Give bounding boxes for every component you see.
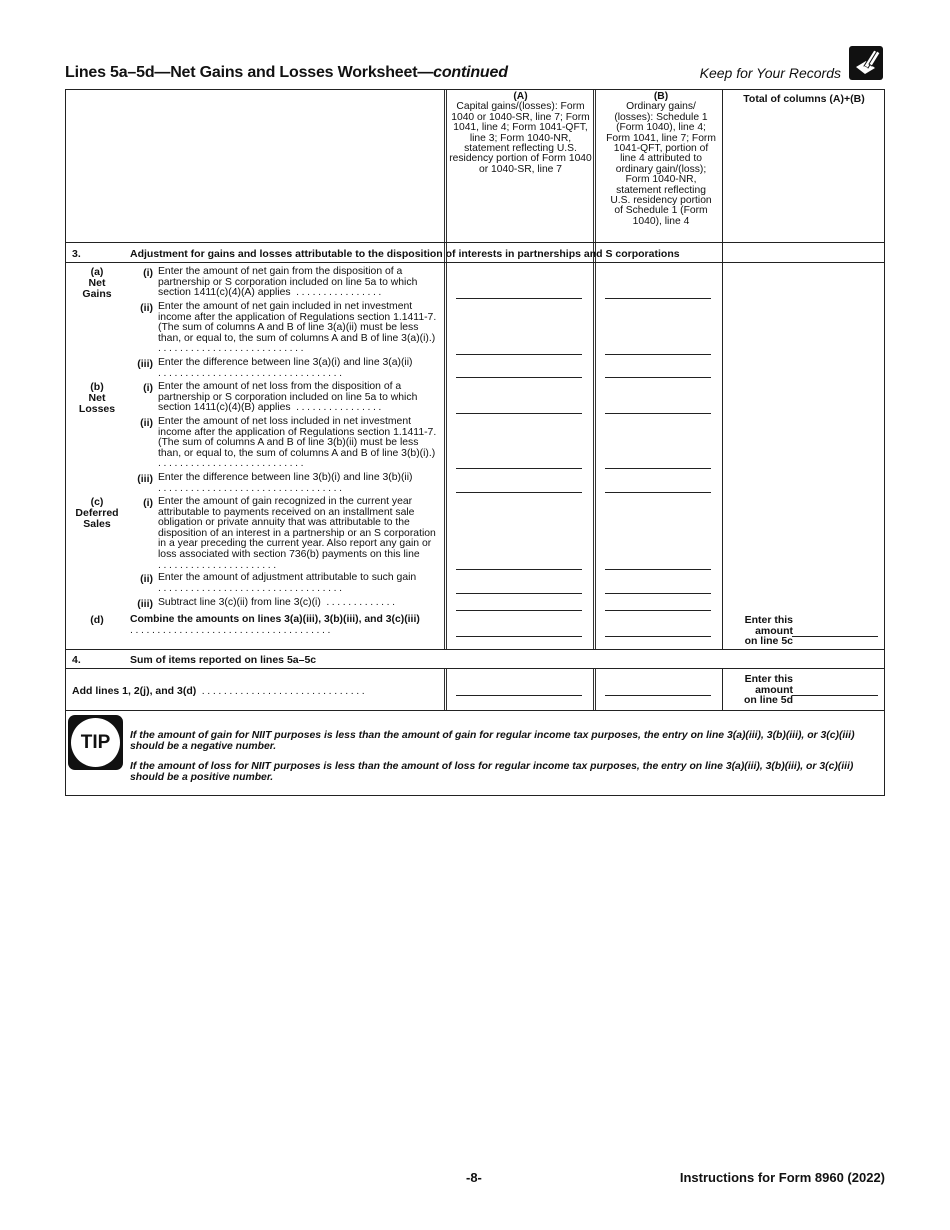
line4-entry-a[interactable] (456, 695, 582, 696)
deferred-sales-label: (c) Deferred Sales (75, 496, 119, 530)
footer-form-title: Instructions for Form 8960 (2022) (679, 1170, 885, 1185)
keep-for-records-note: Keep for Your Records (699, 65, 841, 81)
net-losses-label: (b) Net Losses (78, 381, 116, 415)
line3a-i-number: (i) (143, 267, 153, 279)
line3b-ii-number: (ii) (140, 417, 153, 429)
line3a-i-text: Enter the amount of net gain from the disposition of a partnership or S corporation included on line 5a to which section 1411(c)(4)(A) applies ................ (158, 266, 418, 299)
total-column-left-border (722, 90, 723, 650)
tip-icon (68, 715, 123, 770)
total-border-line4 (722, 668, 723, 710)
net-gains-label: (a) Net Gains (82, 266, 112, 300)
line3b-i-entry-b[interactable] (605, 413, 711, 414)
line3c-i-number: (i) (143, 497, 153, 509)
line3b-iii-entry-b[interactable] (605, 492, 711, 493)
line3c-ii-text: Enter the amount of adjustment attributable to such gain .................................. (158, 572, 417, 594)
section3-rule (66, 262, 884, 263)
line3c-iii-number: (iii) (137, 598, 153, 610)
line3a-ii-entry-b[interactable] (605, 354, 711, 355)
line4-entry-b[interactable] (605, 695, 711, 696)
line3c-i-entry-b[interactable] (605, 569, 711, 570)
line3b-i-number: (i) (143, 382, 153, 394)
line3b-iii-number: (iii) (137, 473, 153, 485)
line3d-label: (d) (90, 614, 104, 626)
line3a-i-entry-b[interactable] (605, 298, 711, 299)
page-number: -8- (466, 1170, 482, 1185)
worksheet-table (65, 89, 885, 796)
total-column-header: Total of columns (A)+(B) (743, 93, 865, 105)
line3a-i-entry-a[interactable] (456, 298, 582, 299)
column-b-header: (B) Ordinary gains/ (losses): Schedule 1 (Form 1040), line 4; Form 1041, line 7; Form 1041-QFT, portion of line 4 attributed to ordinary gain/(loss); Form 1040-NR, statement reflecting U.S. residency portion of Schedule 1 (Form 1040), line 4 (606, 91, 716, 227)
column-b-border-line4 (593, 668, 596, 710)
worksheet-title: Lines 5a–5d—Net Gains and Losses Worksheet—continued (65, 64, 508, 81)
line3c-iii-entry-b[interactable] (605, 610, 711, 611)
line3d-entry-a[interactable] (456, 636, 582, 637)
line3d-enter-note: Enter this amount on line 5c (744, 614, 793, 647)
tip-paragraph-gain: If the amount of gain for NIIT purposes is less than the amount of gain for regular income tax purposes, the entry on line 3(a)(iii), 3(b)(iii), or 3(c)(iii) should be a negative number. (130, 730, 855, 752)
line3b-i-entry-a[interactable] (456, 413, 582, 414)
line3-title: Adjustment for gains and losses attributable to the disposition of interests in partnerships and S corporations (130, 248, 680, 260)
line3d-entry-total[interactable] (792, 636, 878, 637)
line3a-iii-text: Enter the difference between line 3(a)(i) and line 3(a)(ii) .................................. (158, 357, 413, 379)
section4-top-rule (66, 649, 884, 650)
line3c-i-entry-a[interactable] (456, 569, 582, 570)
line3b-ii-entry-a[interactable] (456, 468, 582, 469)
section4-rule (66, 668, 884, 669)
line3b-i-text: Enter the amount of net loss from the disposition of a partnership or S corporation included on line 5a to which section 1411(c)(4)(B) applies ................ (158, 381, 418, 414)
column-b-left-border (593, 90, 596, 650)
line3a-ii-entry-a[interactable] (456, 354, 582, 355)
line4-enter-note: Enter this amount on line 5d (743, 673, 793, 706)
line4-add-text: Add lines 1, 2(j), and 3(d) .............................. (72, 685, 368, 697)
line3d-entry-b[interactable] (605, 636, 711, 637)
page-header (65, 46, 885, 86)
line3a-iii-entry-a[interactable] (456, 377, 582, 378)
line3c-ii-entry-b[interactable] (605, 593, 711, 594)
line3c-ii-entry-a[interactable] (456, 593, 582, 594)
line3a-ii-number: (ii) (140, 302, 153, 314)
pen-and-paper-icon (849, 46, 883, 80)
line3c-iii-text: Subtract line 3(c)(ii) from line 3(c)(i) ............. (158, 597, 398, 608)
tip-top-rule (66, 710, 884, 711)
line3a-iii-entry-b[interactable] (605, 377, 711, 378)
line3b-ii-text: Enter the amount of net loss included in net investment income after the application of Regulations section 1.1411-7. (The sum of columns A and B of line 3(b)(ii) must be less than, or equal to, the sum of columns A and B of line 3(b)(i).) ........................... (158, 416, 437, 470)
column-a-border-line4 (444, 668, 447, 710)
tip-paragraph-loss: If the amount of loss for NIIT purposes is less than the amount of loss for regular income tax purposes, the entry on line 3(a)(iii), 3(b)(iii), or 3(c)(iii) should be a positive number. (130, 761, 854, 783)
line4-entry-total[interactable] (792, 695, 878, 696)
line3d-text: Combine the amounts on lines 3(a)(iii), 3(b)(iii), and 3(c)(iii) ..................................... (130, 614, 420, 636)
line3a-iii-number: (iii) (137, 358, 153, 370)
line3a-ii-text: Enter the amount of net gain included in net investment income after the application of Regulations section 1.1411-7. (The sum of columns A and B of line 3(a)(ii) must be less than, or equal to, the sum of columns A and B of line 3(a)(i).) ........................... (158, 301, 437, 355)
line3b-ii-entry-b[interactable] (605, 468, 711, 469)
line3c-i-text: Enter the amount of gain recognized in the current year attributable to payments received on an installment sale obligation or private annuity that was attributable to the disposition of an interest in a partnership or an S corporation in a year preceding the current year. Also report any gain or loss associated with section 736(b) payments on this line ...................... (158, 496, 436, 571)
line4-number: 4. (72, 654, 81, 666)
line3c-ii-number: (ii) (140, 573, 153, 585)
tip-label: TIP (80, 732, 111, 753)
column-a-header: (A) Capital gains/(losses): Form 1040 or 1040-SR, line 7; Form 1041, line 4; Form 1041-QFT, line 3; Form 1040-NR, statement reflecting U.S. residency portion of Form 1040 or 1040-SR, line 7 (449, 91, 592, 175)
column-a-left-border (444, 90, 447, 650)
line3b-iii-text: Enter the difference between line 3(b)(i) and line 3(b)(ii) .................................. (158, 472, 413, 494)
line4-title: Sum of items reported on lines 5a–5c (130, 654, 317, 666)
line3b-iii-entry-a[interactable] (456, 492, 582, 493)
line3c-iii-entry-a[interactable] (456, 610, 582, 611)
header-rule (66, 242, 884, 243)
line3-number: 3. (72, 248, 81, 260)
